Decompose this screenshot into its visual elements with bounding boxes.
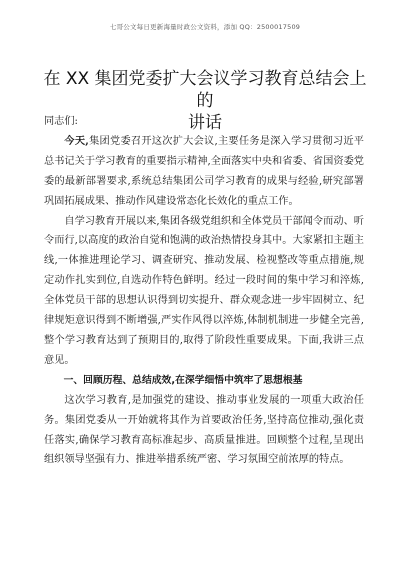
salutation: 同志们: [44,116,78,127]
paragraph-1-text: 集团党委召开这次扩大会议,主要任务是深入学习贯彻习近平总书记关于学习教育的重要指示精神,全面落实中央和省委、省国资委党委的最新部署要求,系统总结集团公司学习教育的成果与经验,研究部署巩固拓展成果、推动作风建设常态化长效化的重点工作。 [44,135,364,207]
paragraph-2: 自学习教育开展以来,集团各级党组织和全体党员干部闻令而动、听令而行,以高度的政治自觉和饱满的政治热情投身其中。大家紧扣主题主线,一体推进理论学习、调查研究、推动发展、检视整改等重点措施,规定动作扎实到位,自选动作特色鲜明。经过一段时间的集中学习和淬炼,全体党员干部的思想认识得到切实提升、群众观念进一步牢固树立、纪律规矩意识得到不断增强,严实作风得以淬炼,体制机制进一步健全完善,整个学习教育达到了预期目的,取得了阶段性重要成果。下面,我讲三点意见。 [44,215,364,366]
title-line-2: 讲话 [188,113,222,133]
paragraph-1-lead: 今天, [64,134,89,147]
document-body [44,112,364,470]
paragraph-3: 这次学习教育,是加强党的建设、推动事业发展的一项重大政治任务。集团党委从一开始就将其作为首要政治任务,坚持高位推动,强化责任落实,确保学习教育高标准起步、高质量推进。回顾整个过程,呈现出组织领导坚强有力、推进举措系统严密、学习氛围空前浓厚的特点。 [44,394,364,466]
title-line-1: 在 XX 集团党委扩大会议学习教育总结会上的 [43,69,367,111]
header-note: 七哥公文每日更新海量时政公文资料，添加 QQ：2500017509 [109,23,301,31]
section-heading-1: 一、回顾历程、总结成效,在深学细悟中筑牢了思想根基 [63,374,303,386]
paragraph-1 [44,132,364,212]
